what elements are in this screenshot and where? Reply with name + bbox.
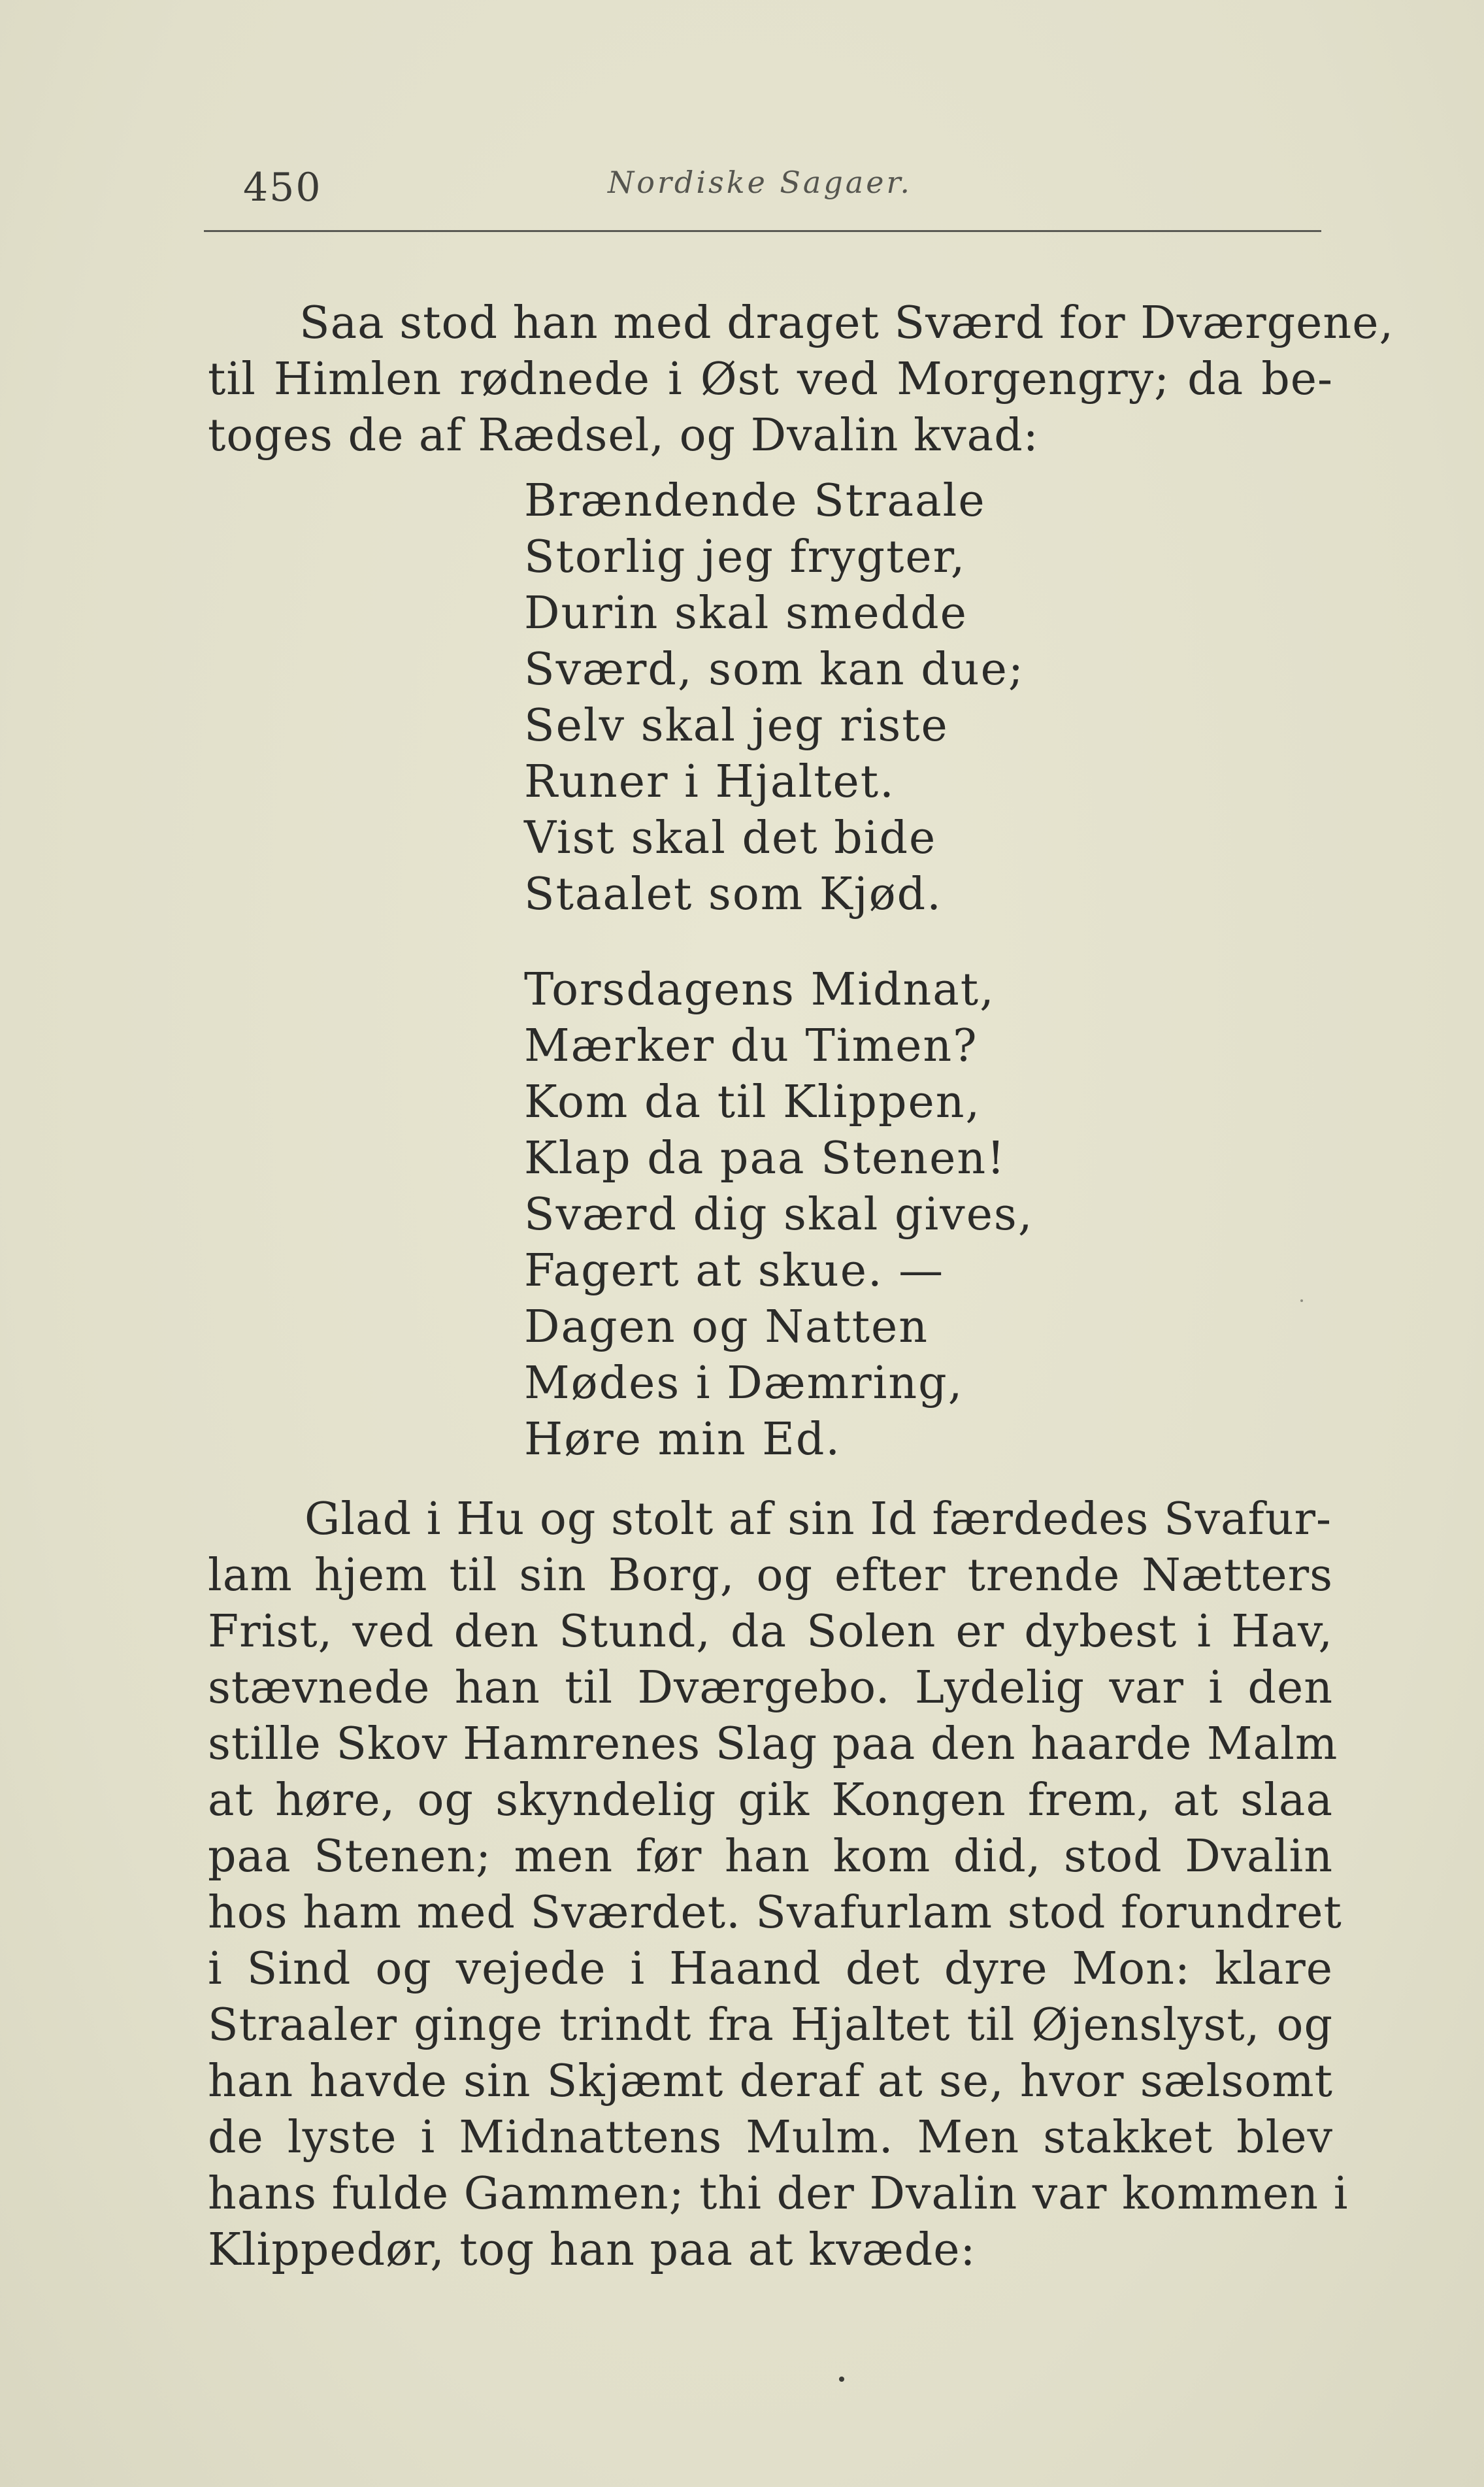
verse-line: Klap da paa Stenen! (524, 1133, 1006, 1184)
verse-line: Staalet som Kjød. (524, 869, 942, 920)
prose-line: i Sind og vejede i Haand det dyre Mon: klare (208, 1943, 1333, 1995)
prose-line: han havde sin Skjæmt deraf at se, hvor sælsomt (208, 2056, 1333, 2107)
paper-speck (1300, 1299, 1303, 1302)
prose-line: stævnede han til Dværgebo. Lydelig var i den (208, 1662, 1333, 1714)
prose-line: toges de af Rædsel, og Dvalin kvad: (208, 410, 1039, 461)
prose-line: paa Stenen; men før han kom did, stod Dvalin (208, 1831, 1333, 1882)
prose-line: stille Skov Hamrenes Slag paa den haarde Malm (208, 1718, 1338, 1770)
verse-line: Dagen og Natten (524, 1301, 929, 1353)
verse-line: Mærker du Timen? (524, 1020, 978, 1072)
verse-line: Sværd, som kan due; (524, 644, 1025, 695)
verse-line: Runer i Hjaltet. (524, 756, 895, 808)
verse-line: Sværd dig skal gives, (524, 1189, 1034, 1241)
verse-line: Kom da til Klippen, (524, 1077, 981, 1128)
prose-line: at høre, og skyndelig gik Kongen frem, at slaa (208, 1775, 1333, 1826)
verse-line: Mødes i Dæmring, (524, 1358, 964, 1409)
prose-line: lam hjem til sin Borg, og efter trende Nætters (208, 1550, 1333, 1601)
verse-line: Durin skal smedde (524, 588, 968, 639)
page-number: 450 (243, 165, 322, 210)
verse-line: Storlig jeg frygter, (524, 531, 966, 583)
prose-line: hos ham med Sværdet. Svafurlam stod forundret (208, 1887, 1342, 1939)
verse-line: Vist skal det bide (524, 812, 937, 864)
verse-line: Brændende Straale (524, 475, 986, 527)
verse-line: Selv skal jeg riste (524, 700, 949, 752)
prose-line: Frist, ved den Stund, da Solen er dybest i Hav, (208, 1606, 1333, 1658)
header-rule (204, 230, 1321, 232)
prose-line: de lyste i Midnattens Mulm. Men stakket blev (208, 2112, 1333, 2163)
prose-line: Straaler ginge trindt fra Hjaltet til Øjenslyst, og (208, 1999, 1333, 2051)
verse-line: Torsdagens Midnat, (524, 964, 995, 1016)
verse-line: Høre min Ed. (524, 1414, 842, 1465)
prose-line: til Himlen rødnede i Øst ved Morgengry; da be- (208, 354, 1333, 405)
paper-speck (839, 2377, 844, 2382)
verse-line: Fagert at skue. — (524, 1245, 945, 1297)
prose-line: hans fulde Gammen; thi der Dvalin var kommen i (208, 2168, 1349, 2220)
running-title: Nordiske Sagaer. (608, 165, 913, 200)
prose-line: Glad i Hu og stolt af sin Id færdedes Svafur- (305, 1494, 1332, 1545)
prose-line: Klippedør, tog han paa at kvæde: (208, 2224, 976, 2276)
prose-line: Saa stod han med draget Sværd for Dværgene, (299, 297, 1394, 349)
